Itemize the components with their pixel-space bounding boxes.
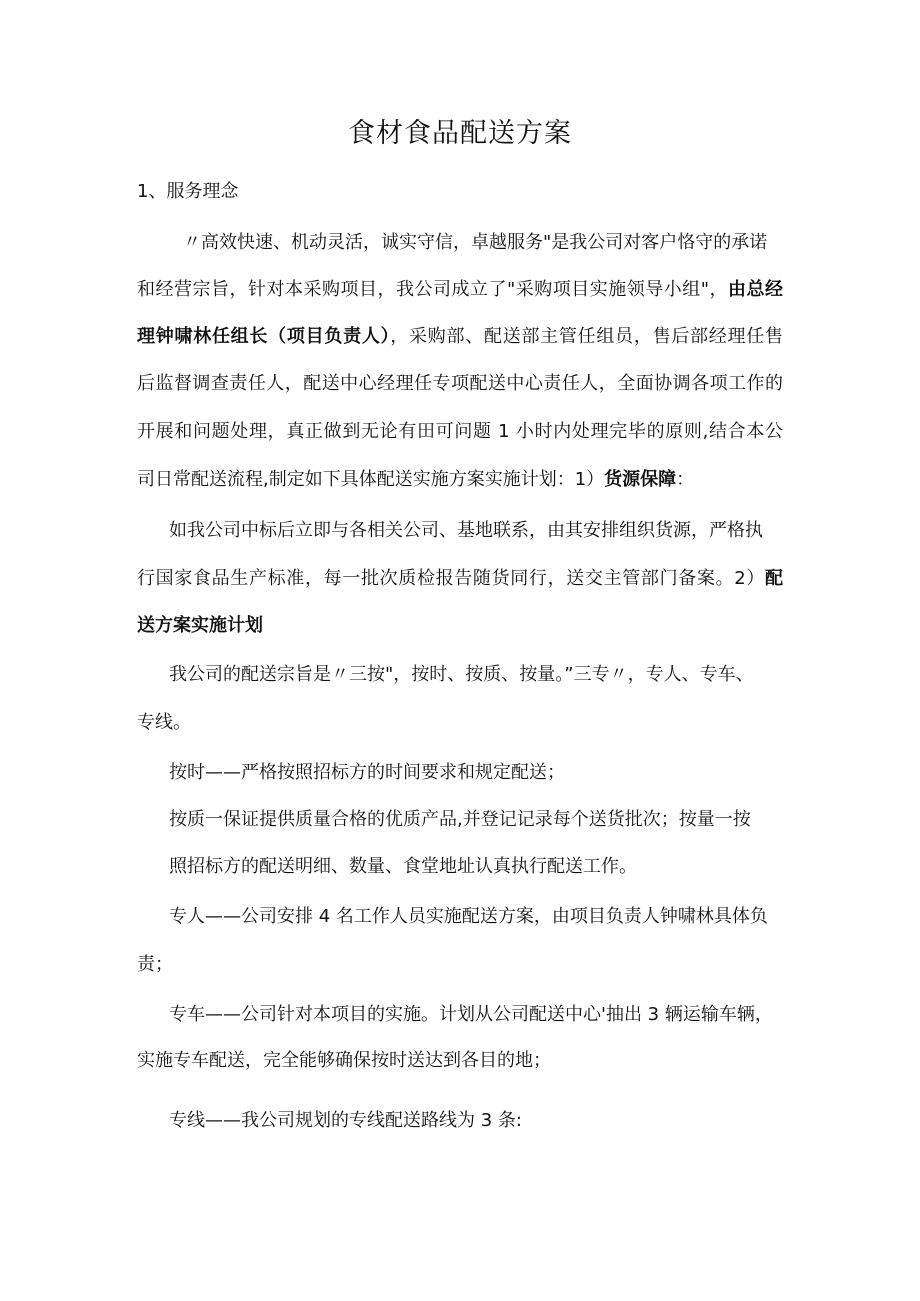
text-span: 司日常配送流程,制定如下具体配送实施方案实施计划：1） xyxy=(137,469,605,490)
paragraph-line: 照招标方的配送明细、数量、食堂地址认真执行配送工作。 xyxy=(169,856,637,877)
bold-text: 理钟啸林任组长（项目负责人） xyxy=(137,326,391,347)
text-span: ： xyxy=(676,469,695,490)
text-span: 和经营宗旨，针对本采购项目，我公司成立了"采购项目实施领导小组"， xyxy=(137,279,728,300)
paragraph-line xyxy=(137,323,783,351)
document-title: 食材食品配送方案 xyxy=(348,118,572,149)
paragraph-line xyxy=(137,276,783,304)
bold-text: 货源保障 xyxy=(604,469,677,490)
paragraph-line: 〃高效快速、机动灵活，诚实守信，卓越服务"是我公司对客户恪守的承诺 xyxy=(183,232,768,253)
paragraph-line xyxy=(137,612,263,640)
paragraph-line: 实施专车配送，完全能够确保按时送达到各目的地； xyxy=(137,1050,551,1071)
paragraph-line: 按时——严格按照招标方的时间要求和规定配送； xyxy=(169,762,565,783)
paragraph-line: 专车——公司针对本项目的实施。计划从公司配送中心'抽出 3 辆运输车辆， xyxy=(169,1004,773,1025)
paragraph-line: 专人——公司安排 4 名工作人员实施配送方案，由项目负责人钟啸林具体负 xyxy=(169,906,768,927)
paragraph-line: 按质一保证提供质量合格的优质产品,并登记记录每个送货批次；按量一按 xyxy=(169,809,751,830)
paragraph-line: 后监督调查责任人，配送中心经理任专项配送中心责任人，全面协调各项工作的 xyxy=(137,373,783,394)
paragraph-line: 专线——我公司规划的专线配送路线为 3 条: xyxy=(169,1110,522,1131)
bold-text: 配 xyxy=(765,568,783,589)
bold-text: 送方案实施计划 xyxy=(137,615,263,636)
paragraph-line: 如我公司中标后立即与各相关公司、基地联系，由其安排组织货源，严格执 xyxy=(169,520,763,541)
paragraph-line: 开展和问题处理，真正做到无论有田可问题 1 小时内处理完毕的原则,结合本公 xyxy=(137,421,783,442)
section-heading: 1、服务理念 xyxy=(137,181,239,202)
paragraph-line xyxy=(137,565,783,593)
paragraph-line: 专线。 xyxy=(137,712,191,733)
paragraph-line: 责； xyxy=(137,954,173,975)
bold-text: 由总经 xyxy=(728,279,783,300)
text-span: 行国家食品生产标准，每一批次质检报告随货同行，送交主管部门备案。2） xyxy=(137,568,765,589)
paragraph-line: 我公司的配送宗旨是〃三按"，按时、按质、按量。”三专〃，专人、专车、 xyxy=(169,664,754,685)
paragraph-line xyxy=(137,466,694,494)
text-span: ，采购部、配送部主管任组员，售后部经理任售 xyxy=(390,326,784,347)
